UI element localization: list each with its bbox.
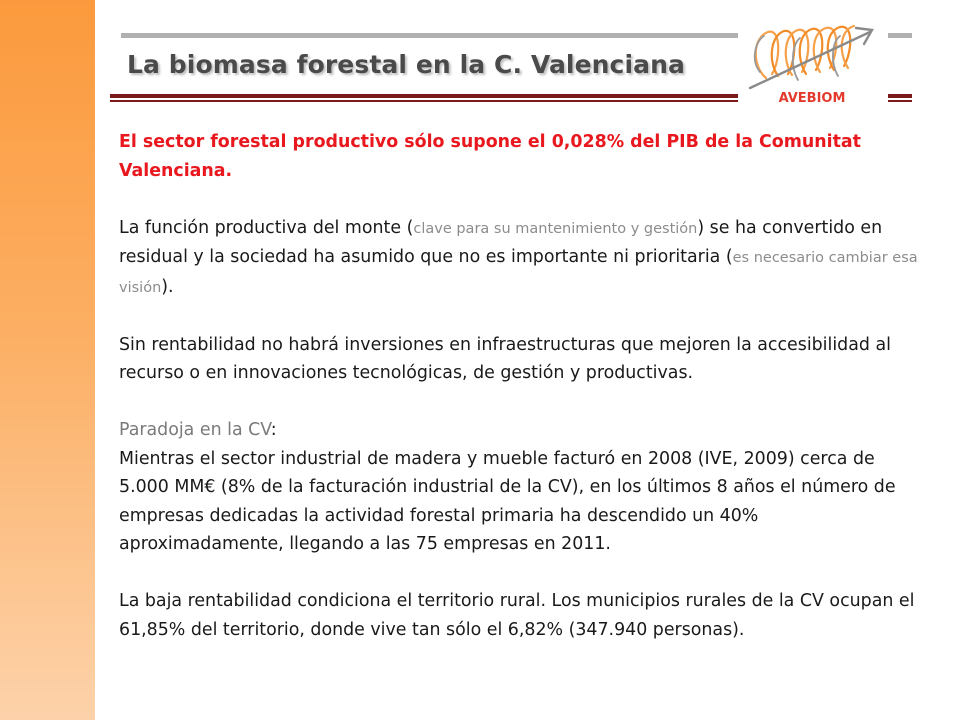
paragraph-rural: La baja rentabilidad condiciona el territorio rural. Los municipios rurales de la CV ocupan el 61,85% del territorio, donde vive tan sólo el 6,82% (347.940 personas). — [119, 591, 915, 640]
paragraph-paradox-heading — [119, 416, 919, 445]
p2-aside-1: clave para su mantenimiento y gestión — [413, 220, 698, 237]
p2-text-3: ). — [161, 276, 174, 297]
page-title: La biomasa forestal en la C. Valenciana — [127, 50, 685, 79]
p2-text-2: ) se ha convertido en residual y la sociedad ha asumido que no es importante ni prioritaria ( — [119, 217, 883, 267]
paragraph-paradox: Mientras el sector industrial de madera y mueble facturó en 2008 (IVE, 2009) cerca de 5.000 MM€ (8% de la facturación industrial de la CV), en los últimos 8 años el número de empresas dedicadas la actividad forestal primaria ha descendido un 40% aproximadamente, llegando a las 75 empresas en 2011. — [119, 448, 896, 554]
paradox-label: Paradoja en la CV — [119, 420, 271, 440]
sidebar-accent-bar — [0, 0, 95, 720]
paragraph-investment: Sin rentabilidad no habrá inversiones en infraestructuras que mejoren la accesibilidad al recurso o en innovaciones tecnológicas, de gestión y productivas. — [119, 334, 891, 383]
lead-paragraph: El sector forestal productivo sólo supone el 0,028% del PIB de la Comunitat Valenciana. — [119, 132, 861, 181]
slide-body — [119, 128, 919, 644]
p2-aside-2: es necesario cambiar esa visión — [119, 250, 918, 296]
avebiom-logo-graphic — [738, 14, 888, 110]
paradox-colon: : — [270, 420, 277, 440]
avebiom-logo — [738, 14, 888, 110]
paragraph-productive-function — [119, 214, 919, 303]
avebiom-logo-text: AVEBIOM — [778, 91, 846, 106]
p2-text-1: La función productiva del monte ( — [119, 217, 414, 238]
